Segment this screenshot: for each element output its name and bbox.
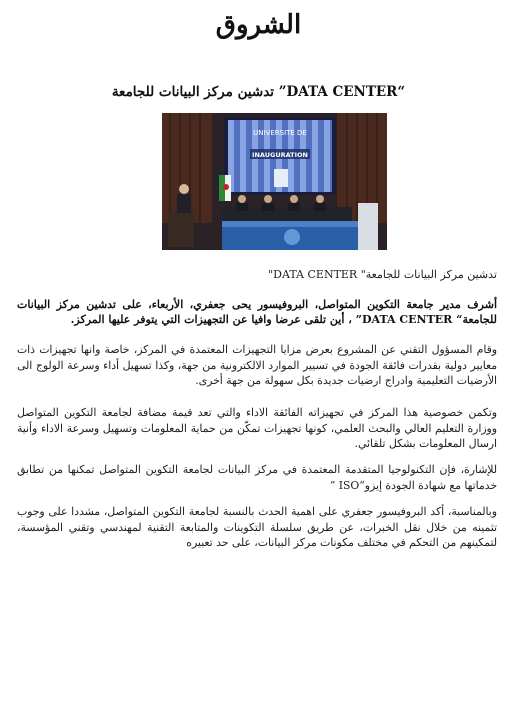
- screen-title-text: UNIVERSITE DE: [253, 129, 307, 137]
- screen-inauguration-text: INAUGURATION: [252, 151, 308, 159]
- article-headline: “DATA CENTER” تدشين مركز البيانات للجامعة: [111, 84, 406, 100]
- article-lead: أشرف مدير جامعة التكوين المتواصل، البروفيسور يحى جعفري، الأربعاء، على تدشين مركز البيانات للجامعة“ DATA CENTER” ، أين تلقى عرضا وافيا عن التجهيزات التي يتوفر عليها المركز.: [17, 298, 497, 326]
- article-photo: [162, 113, 387, 250]
- article-paragraph-4: وبالمناسبة، أكد البروفيسور جعفري على اهمية الحدث بالنسبة لجامعة التكوين المتواصل، مشددا على وجوب تثمينه من خلال نقل الخبرات، عن طريق سلسلة التكوينات والمتابعة التقنية لمهندسي وتقني المؤسسة، لتمكينهم من التحكم في مختلف مكونات مركز البيانات، على حد تعبيره: [17, 505, 497, 549]
- article-paragraph-2: وتكمن خصوصية هذا المركز في تجهيزاته الفائقة الاداء والتي تعد قيمة مضافة لجامعة التكوين المتواصل ووزارة التعليم العالي والبحث العلمي، كونها تجهيزات تمكّن من حماية المعلومات وتسهيل وسرعة الاداء وأنية ارسال المعلومات بشكل تلقائي.: [17, 406, 497, 450]
- newspaper-logo: الشروق: [215, 10, 302, 40]
- photo-caption: تدشين مركز البيانات للجامعة" DATA CENTER": [268, 268, 497, 281]
- article-paragraph-1: وقام المسؤول التقني عن المشروع بعرض مزايا التجهيزات المعتمدة في المركز، خاصة وانها تجهيزات ذات معايير دولية بقدرات فائقة الجودة في تسيير الموارد الالكترونية من جهة، وكذا تسهيل أداء وسرعة الولوج الى الأرضيات التعليمية وادراج ارضيات جديدة بكل سهولة من جهة أخرى.: [17, 343, 497, 387]
- article-paragraph-3: للإشارة، فإن التكنولوجيا المتقدمة المعتمدة في مركز البيانات لجامعة التكوين المتواصل تمكنها من تطابق خدماتها مع شهادة الجودة إيزو“ISO ”: [17, 463, 497, 492]
- conference-photo-illustration: [162, 113, 387, 250]
